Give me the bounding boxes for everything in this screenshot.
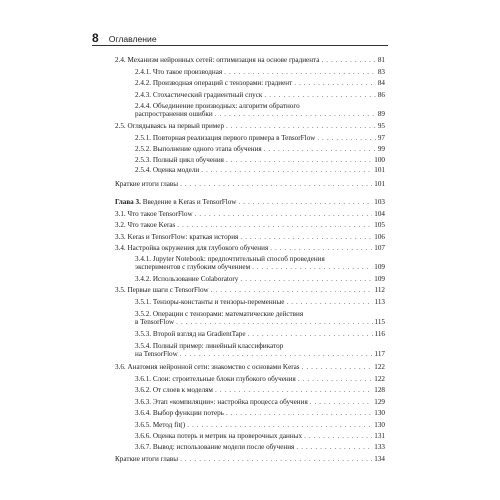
toc-entry [135,79,385,87]
dot-leader [240,233,372,241]
toc-entry-title: 3.1. Что такое TensorFlow [115,210,193,218]
dot-leader [248,330,373,338]
toc-entry-title: 3.5. Первые шаги с TensorFlow [115,286,209,294]
toc-page-number: 130 [374,409,385,417]
toc-page-number: 83 [377,68,385,76]
toc-entry [135,421,385,429]
toc-page-number: 81 [377,56,385,64]
toc-entry [135,68,385,76]
dot-leader [201,166,372,174]
dot-leader [215,386,372,394]
toc-page-number: 116 [374,330,385,338]
toc-entry [135,375,385,383]
toc-entry [135,432,385,440]
toc-page-number: 84 [377,79,385,87]
dot-leader [211,286,373,294]
toc-page-number: 86 [377,91,385,99]
toc-entry-title: распространения ошибки [135,110,213,119]
dot-leader [180,455,372,463]
toc-entry [115,221,385,229]
page-number: 8 [92,31,99,45]
toc-entry-title: 3.5.4. Полный пример: линейный классификатор [135,342,284,350]
toc-entry-title: 3.4.2. Использование Colaboratory [135,275,239,283]
toc-entry-title: Краткие итоги главы [115,455,179,463]
toc-entry [135,275,385,283]
chapter-label: Глава 3. [115,198,141,206]
dot-leader [180,350,373,358]
toc-entry-title: 3.4. Настройка окружения для глубокого обучения [115,244,269,252]
toc-entry-title: экспериментов с глубоким обучением [135,263,251,272]
toc-page-number: 117 [374,350,385,359]
toc-entry [115,233,385,241]
running-head: Оглавление [108,34,157,44]
dot-leader [294,79,376,87]
toc-entry [135,386,385,394]
toc-entry-title: 2.5.3. Полный цикл обучения [135,156,224,164]
toc-entry-title: 2.4. Механизм нейронных сетей: оптимизация на основе градиента [115,56,320,64]
toc-entry [135,310,385,327]
toc-page-number: 89 [377,110,385,119]
toc-entry-title: 3.5.1. Тензоры-константы и тензоры-переменные [135,298,285,306]
toc-entry [135,443,385,451]
toc-page-number: 131 [374,432,385,440]
toc-entry [115,363,385,371]
toc-entry-title: 3.6.3. Этап «компиляции»: настройка процесса обучения [135,398,308,406]
toc-entry [135,156,385,164]
toc-entry-title: 3.6. Анатомия нейронной сети: знакомство с основами Keras [115,363,300,371]
toc-page-number: 104 [374,210,385,218]
toc-entry-title: 3.3. Keras и TensorFlow: краткая история [115,233,239,241]
toc-entry [135,298,385,306]
toc-entry-title: 3.6.7. Вывод: использование модели после обучения [135,443,295,451]
dot-leader [286,298,372,306]
dot-leader [304,432,372,440]
toc-entry [135,102,385,119]
toc-page-number: 109 [374,263,385,272]
toc-entry-title: 3.6.4. Выбор функции потерь [135,409,224,417]
toc-entry [135,255,385,272]
toc-entry [115,286,385,294]
dot-leader [302,363,373,371]
toc-page-number: 103 [374,198,385,206]
dot-leader [310,398,373,406]
toc-entry-title: 2.4.2. Производная операций с тензорами: градиент [135,79,293,87]
dot-leader [224,68,376,76]
toc-page-number: 128 [374,386,385,394]
dot-leader [215,110,376,118]
toc-page-number: 113 [374,298,385,306]
toc-entry [135,134,385,142]
dot-leader [176,318,372,326]
toc-entry-title: 3.6.1. Слои: строительные блоки глубокого обучения [135,375,296,383]
toc-entry [135,409,385,417]
toc-entry-title: в TensorFlow [135,318,175,327]
dot-leader [321,56,375,64]
toc-entry [135,330,385,338]
toc-entry-title: Краткие итоги главы [115,180,179,188]
dot-leader [240,275,372,283]
toc-entry [135,342,385,359]
toc-entry [135,166,385,174]
dot-leader [264,91,375,99]
toc-page-number: 129 [374,398,385,406]
dot-leader [195,210,373,218]
toc-entry [135,145,385,153]
toc-page-number: 115 [374,318,385,327]
toc-entry-title: 3.5.3. Второй взгляд на GradientTape [135,330,246,338]
dot-leader [226,156,372,164]
toc-entry-title: 3.4.1. Jupyter Notebook: предпочтительный способ проведения [135,255,325,263]
toc-entry-title: 2.5.1. Повторная реализация первого примера в TensorFlow [135,134,316,142]
toc-entry-title: 3.6.6. Оценка потерь и метрик на проверочных данных [135,432,303,440]
dot-leader [180,180,372,188]
toc-entry-title: на TensorFlow [135,350,178,359]
toc-entry [115,180,385,188]
toc-page-number: 109 [374,275,385,283]
dot-leader [252,263,372,271]
dot-leader [226,122,376,130]
toc-entry [115,56,385,64]
toc-page-number: 112 [374,286,385,294]
toc-page-number: 106 [374,233,385,241]
dot-leader [298,375,372,383]
toc-entry-title: 3.2. Что такое Keras [115,221,176,229]
dot-leader [177,221,372,229]
dot-leader [317,134,376,142]
toc-page-number: 95 [377,122,385,130]
toc-page-number: 122 [374,375,385,383]
dot-leader [226,409,372,417]
toc-entry-title: 3.6.2. От слоев к моделям [135,386,213,394]
toc-page-number: 122 [374,363,385,371]
toc-page-number: 101 [374,166,385,174]
toc-entry-title: 2.5.4. Оценка модели [135,166,200,174]
toc-entry [115,122,385,130]
toc-entry [135,91,385,99]
toc-entry-title: 3.5.2. Операции с тензорами: математические действия [135,310,304,318]
toc-entry [115,244,385,252]
toc-page-number: 101 [374,180,385,188]
toc-page-number: 105 [374,221,385,229]
toc-page-number: 133 [374,443,385,451]
toc-page-number: 134 [374,455,385,463]
toc-entry [115,455,385,463]
toc-entry-title: Введение в Keras и TensorFlow [142,198,237,206]
toc-page-number: 107 [374,244,385,252]
toc-entry-title: 2.5.2. Выполнение одного этапа обучения [135,145,262,153]
toc-entry [135,398,385,406]
dot-leader [187,421,372,429]
toc-entry-title: 2.4.4. Объединение производных: алгоритм обратного [135,102,300,110]
toc-page-number: 99 [377,145,385,153]
dot-leader [238,198,372,206]
dot-leader [264,145,376,153]
toc-page-number: 100 [374,156,385,164]
toc-entry-title: 2.5. Оглядываясь на первый пример [115,122,225,130]
dot-leader [270,244,372,252]
toc-entry-title: 2.4.1. Что такое производная [135,68,223,76]
toc-entry [115,198,385,206]
dot-leader [296,443,372,451]
toc-page-number: 130 [374,421,385,429]
toc-entry [115,210,385,218]
toc-entry-title: 3.6.5. Метод fit() [135,421,186,429]
toc-entry-title: 2.4.3. Стохастический градиентный спуск [135,91,263,99]
toc-page-number: 97 [377,134,385,142]
